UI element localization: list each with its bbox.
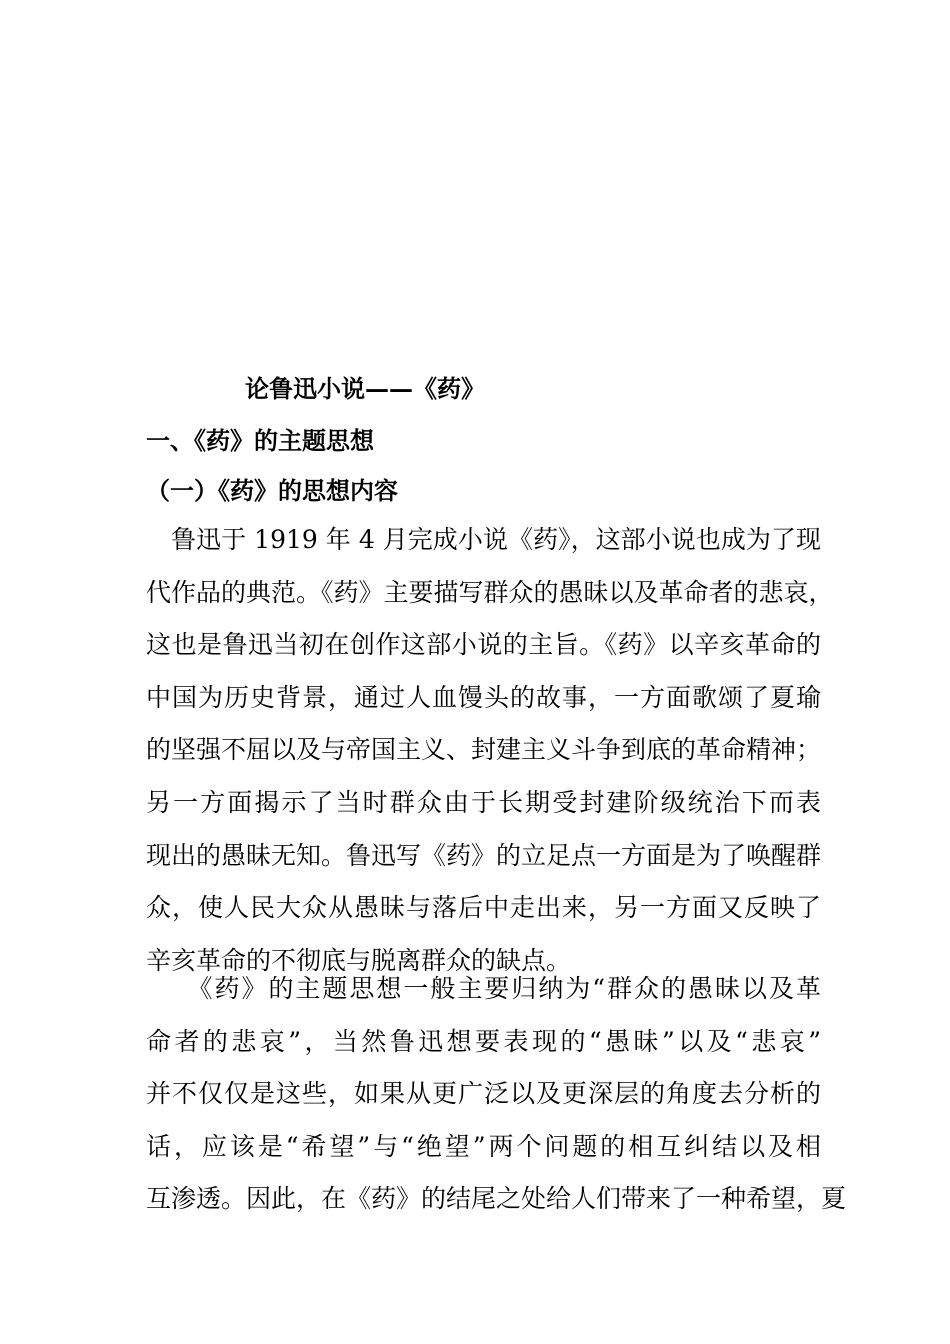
text-line: 现出的愚昧无知。鲁迅写《药》的立足点一方面是为了唤醒群 [146,840,822,870]
text-line: 命者的悲哀”，当然鲁迅想要表现的“愚昧”以及“悲哀” [146,1026,821,1056]
text-line: 代作品的典范。《药》主要描写群众的愚昧以及革命者的悲哀， [146,577,834,607]
document-title: 论鲁迅小说——《药》 [245,374,485,403]
text-line: 的坚强不屈以及与帝国主义、封建主义斗争到底的革命精神； [146,735,822,765]
text-line: 互渗透。因此，在《药》的结尾之处给人们带来了一种希望，夏 [146,1184,847,1214]
text-line: 并不仅仅是这些，如果从更广泛以及更深层的角度去分析的 [146,1079,821,1109]
text-line: 话，应该是“希望”与“绝望”两个问题的相互纠结以及相 [146,1131,821,1161]
text-line: 这也是鲁迅当初在创作这部小说的主旨。《药》以辛亥革命的 [146,630,821,660]
text-line: 另一方面揭示了当时群众由于长期受封建阶级统治下而表 [146,787,821,817]
text-line: 鲁迅于 1919 年 4 月完成小说《药》，这部小说也成为了现 [146,525,821,554]
subsection-heading: （一）《药》的思想内容 [146,476,398,505]
body-paragraph-2 [146,963,847,1226]
text-line: 中国为历史背景，通过人血馒头的故事，一方面歌颂了夏瑜 [146,682,821,712]
text-line: 众，使人民大众从愚昧与落后中走出来，另一方面又反映了 [146,893,821,923]
text-line: 辛亥革命的不彻底与脱离群众的缺点。 [146,945,572,975]
text-line: 《药》的主题思想一般主要归纳为“群众的愚昧以及革 [146,974,821,1003]
body-paragraph-1 [146,514,834,987]
section-heading: 一、《药》的主题思想 [146,426,374,455]
